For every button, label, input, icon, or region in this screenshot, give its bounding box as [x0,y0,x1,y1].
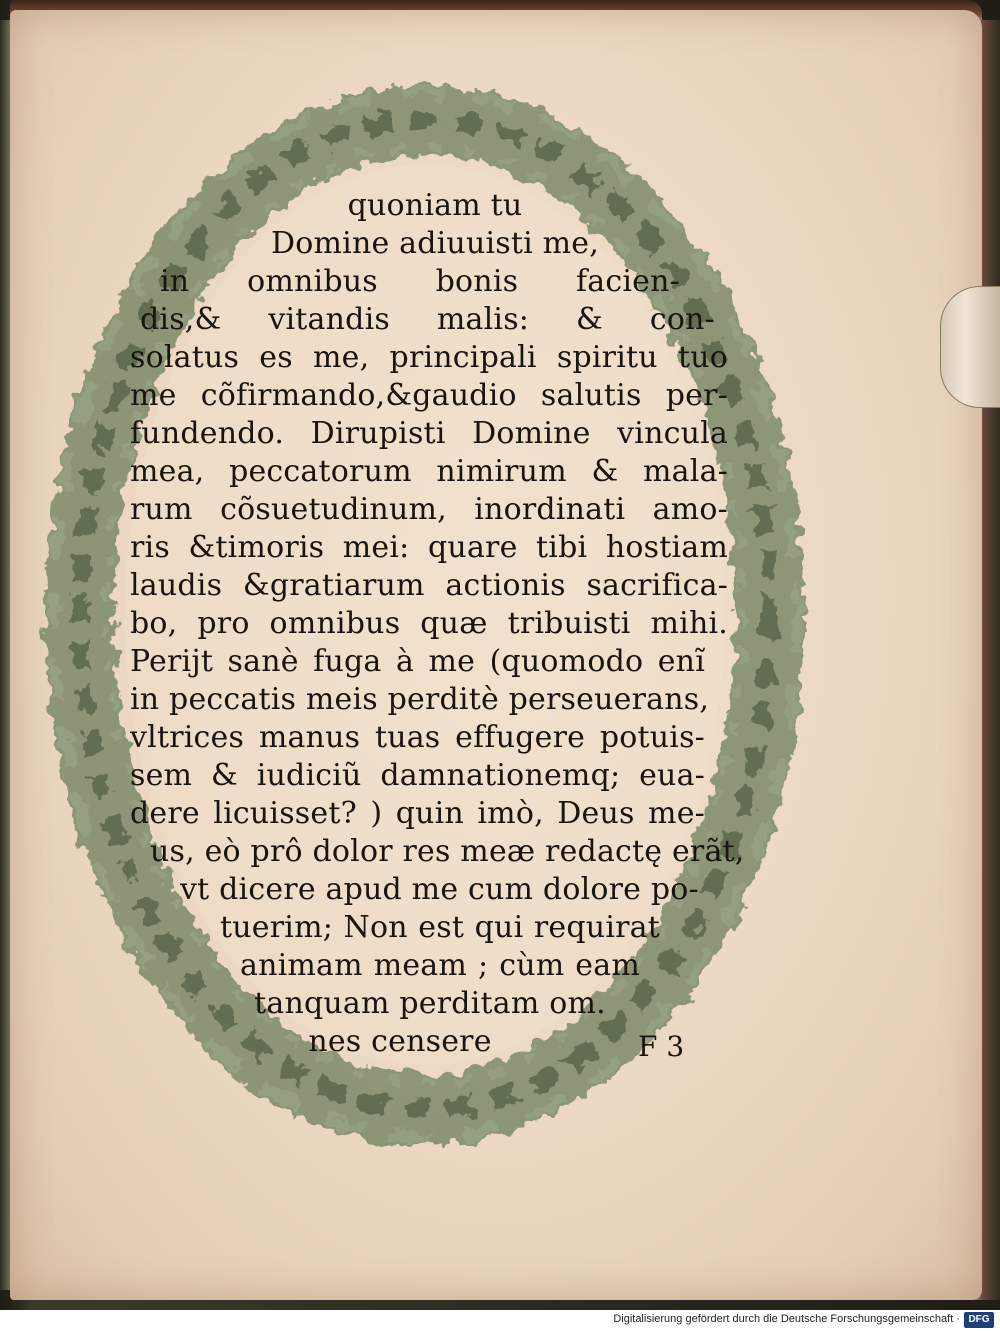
text-line: solatus es me, principali spiritu tuo [130,340,728,375]
signature-mark: F 3 [638,1030,685,1063]
text-line: rum cõsuetudinum, inordinati amo- [130,492,728,527]
text-line: in peccatis meis perditè perseuerans, [130,682,710,717]
text-line: vt dicere apud me cum dolore po- [180,872,699,907]
text-line: mea, peccatorum nimirum & mala- [130,454,728,489]
text-line: in omnibus bonis facien- [160,264,680,299]
text-line: animam meam ; cùm eam [240,948,640,983]
dfg-logo: DFG [964,1312,994,1328]
text-line: fundendo. Dirupisti Domine vincula [130,416,728,451]
text-line: sem & iudiciũ damnationemq; eua- [130,758,705,793]
footer-credit: Digitalisierung gefördert durch die Deutsche Forschungsgemeinschaft · [613,1313,960,1325]
text-line: us, eò prô dolor res meæ redactę erãt, [150,834,745,869]
text-line: tanquam perditam om. [254,986,606,1021]
footer-bar [0,1310,1000,1331]
text-line: ris &timoris mei: quare tibi hostiam [130,530,728,565]
text-line: bo, pro omnibus quæ tribuisti mihi. [130,606,728,641]
text-line: dere licuisset? ) quin imò, Deus me- [130,796,705,831]
text-line: dis,& vitandis malis: & con- [140,302,715,337]
text-line: laudis &gratiarum actionis sacrifica- [130,568,728,603]
text-line: vltrices manus tuas effugere potuis- [130,720,705,755]
text-line: Domine adiuuisti me, [270,226,599,261]
text-line: Perijt sanè fuga à me (quomodo enĩ [130,644,705,679]
text-line: me cõfirmando,&gaudio salutis per- [130,378,728,413]
text-line: quoniam tu [347,188,523,223]
text-line: nes censere [308,1024,492,1059]
text-line: tuerim; Non est qui requirat [220,910,660,945]
text-block [130,188,745,1068]
